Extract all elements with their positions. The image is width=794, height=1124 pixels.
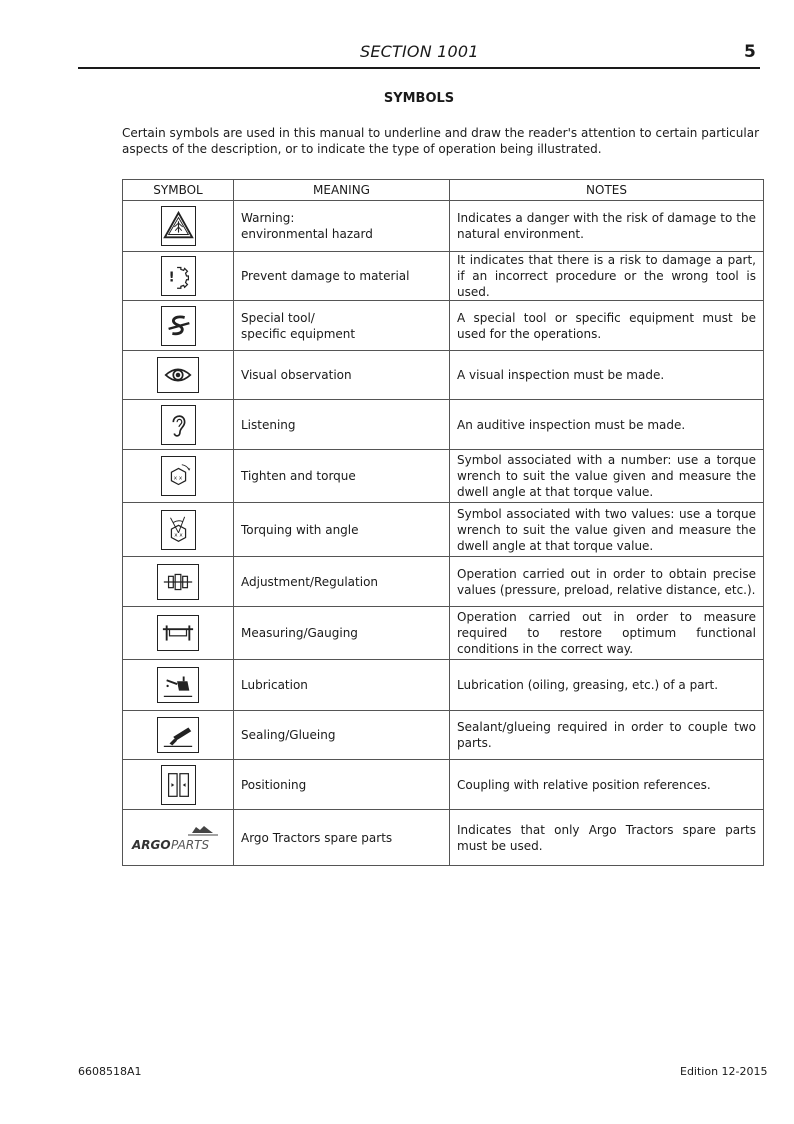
oil-can-icon	[157, 667, 199, 703]
meaning-text: Measuring/Gauging	[241, 626, 358, 640]
notes-text: It indicates that there is a risk to damage a part, if an incorrect procedure or the wrong tool is used.	[457, 253, 756, 299]
symbol-cell	[123, 810, 234, 866]
table-row	[123, 400, 764, 450]
table-row	[123, 711, 764, 760]
meaning-text: Lubrication	[241, 678, 308, 692]
meaning-text: Argo Tractors spare parts	[241, 830, 393, 845]
meaning-cell	[234, 450, 450, 503]
notes-cell	[450, 660, 764, 711]
sealant-gun-icon	[157, 717, 199, 753]
table-row	[123, 450, 764, 503]
intro-paragraph: Certain symbols are used in this manual to underline and draw the reader's attention to certain particular aspects of the description, or to indicate the type of operation being illustrated.	[122, 126, 759, 156]
column-header-meaning: MEANING	[234, 180, 450, 201]
notes-text: Indicates a danger with the risk of damage to the natural environment.	[457, 211, 756, 241]
torque-angle-icon	[161, 510, 196, 550]
table-row	[123, 607, 764, 660]
torque-icon	[161, 456, 196, 496]
notes-cell	[450, 201, 764, 252]
eye-icon	[157, 357, 199, 393]
meaning-cell	[234, 201, 450, 252]
notes-text: Symbol associated with a number: use a torque wrench to suit the value given and measure the dwell angle at that torque value.	[457, 453, 756, 499]
meaning-cell	[234, 400, 450, 450]
notes-text: An auditive inspection must be made.	[457, 417, 686, 432]
meaning-cell	[234, 351, 450, 400]
notes-text: A visual inspection must be made.	[457, 368, 665, 382]
meaning-cell	[234, 810, 450, 866]
notes-cell	[450, 503, 764, 557]
special-tool-icon	[161, 306, 196, 346]
notes-cell	[450, 760, 764, 810]
meaning-text: Positioning	[241, 777, 307, 792]
meaning-cell	[234, 252, 450, 301]
meaning-cell	[234, 503, 450, 557]
ear-icon	[161, 405, 196, 445]
footer-doc-code: 6608518A1	[78, 1065, 142, 1078]
notes-cell	[450, 711, 764, 760]
symbol-cell	[123, 660, 234, 711]
notes-cell	[450, 400, 764, 450]
adjustment-icon	[157, 564, 199, 600]
symbol-cell	[123, 400, 234, 450]
table-row	[123, 760, 764, 810]
table-row	[123, 252, 764, 301]
meaning-cell	[234, 301, 450, 351]
column-header-symbol: SYMBOL	[123, 180, 234, 201]
symbol-cell	[123, 252, 234, 301]
page-number: 5	[744, 42, 756, 62]
symbol-cell	[123, 760, 234, 810]
meaning-text: Prevent damage to material	[241, 269, 410, 283]
symbols-table	[122, 179, 764, 866]
section-header: SECTION 1001	[360, 42, 479, 61]
notes-cell	[450, 450, 764, 503]
meaning-cell	[234, 557, 450, 607]
meaning-cell	[234, 607, 450, 660]
svg-text:x x: x x	[173, 532, 183, 539]
svg-text:PARTS: PARTS	[171, 837, 210, 852]
meaning-text: Torquing with angle	[241, 522, 359, 537]
meaning-text: Warning: environmental hazard	[241, 211, 373, 241]
meaning-cell	[234, 711, 450, 760]
notes-text: Lubrication (oiling, greasing, etc.) of a part.	[457, 678, 719, 692]
positioning-icon	[161, 765, 196, 805]
damage-warning-icon	[161, 256, 196, 296]
svg-text:x x: x x	[173, 475, 182, 482]
notes-cell	[450, 557, 764, 607]
notes-text: A special tool or specific equipment must be used for the operations.	[457, 310, 756, 341]
notes-cell	[450, 607, 764, 660]
svg-text:!: !	[168, 270, 175, 286]
symbol-cell	[123, 351, 234, 400]
header-rule	[78, 67, 760, 69]
notes-text: Symbol associated with two values: use a torque wrench to suit the value given and measure the dwell angle at that torque value.	[457, 506, 756, 553]
argo-parts-logo	[130, 821, 226, 855]
symbol-cell	[123, 201, 234, 252]
symbol-cell	[123, 711, 234, 760]
meaning-text: Special tool/ specific equipment	[241, 310, 356, 341]
meaning-text: Visual observation	[241, 368, 352, 382]
table-row	[123, 351, 764, 400]
column-header-notes: NOTES	[450, 180, 764, 201]
table-row	[123, 201, 764, 252]
caliper-icon	[157, 615, 199, 651]
notes-text: Operation carried out in order to obtain precise values (pressure, preload, relative distance, etc.).	[457, 566, 756, 597]
notes-text: Sealant/glueing required in order to couple two parts.	[457, 720, 756, 750]
meaning-text: Adjustment/Regulation	[241, 574, 379, 589]
meaning-text: Listening	[241, 417, 296, 432]
table-row	[123, 660, 764, 711]
environmental-hazard-icon	[161, 206, 196, 246]
meaning-text: Tighten and torque	[241, 469, 356, 483]
table-row	[123, 810, 764, 866]
symbol-cell	[123, 450, 234, 503]
table-row	[123, 503, 764, 557]
footer-edition: Edition 12-2015	[680, 1065, 768, 1078]
svg-text:ARGO: ARGO	[132, 837, 171, 852]
meaning-cell	[234, 660, 450, 711]
notes-text: Operation carried out in order to measure required to restore optimum functional conditions in the correct way.	[457, 610, 756, 656]
meaning-text: Sealing/Glueing	[241, 728, 336, 742]
table-header-row	[123, 180, 764, 201]
notes-cell	[450, 351, 764, 400]
symbol-cell	[123, 301, 234, 351]
table-row	[123, 301, 764, 351]
symbol-cell	[123, 557, 234, 607]
table-row	[123, 557, 764, 607]
meaning-cell	[234, 760, 450, 810]
notes-cell	[450, 301, 764, 351]
symbol-cell	[123, 503, 234, 557]
notes-text: Indicates that only Argo Tractors spare parts must be used.	[457, 822, 756, 853]
notes-cell	[450, 810, 764, 866]
notes-cell	[450, 252, 764, 301]
notes-text: Coupling with relative position references.	[457, 777, 711, 792]
page-title: SYMBOLS	[383, 91, 455, 106]
symbol-cell	[123, 607, 234, 660]
